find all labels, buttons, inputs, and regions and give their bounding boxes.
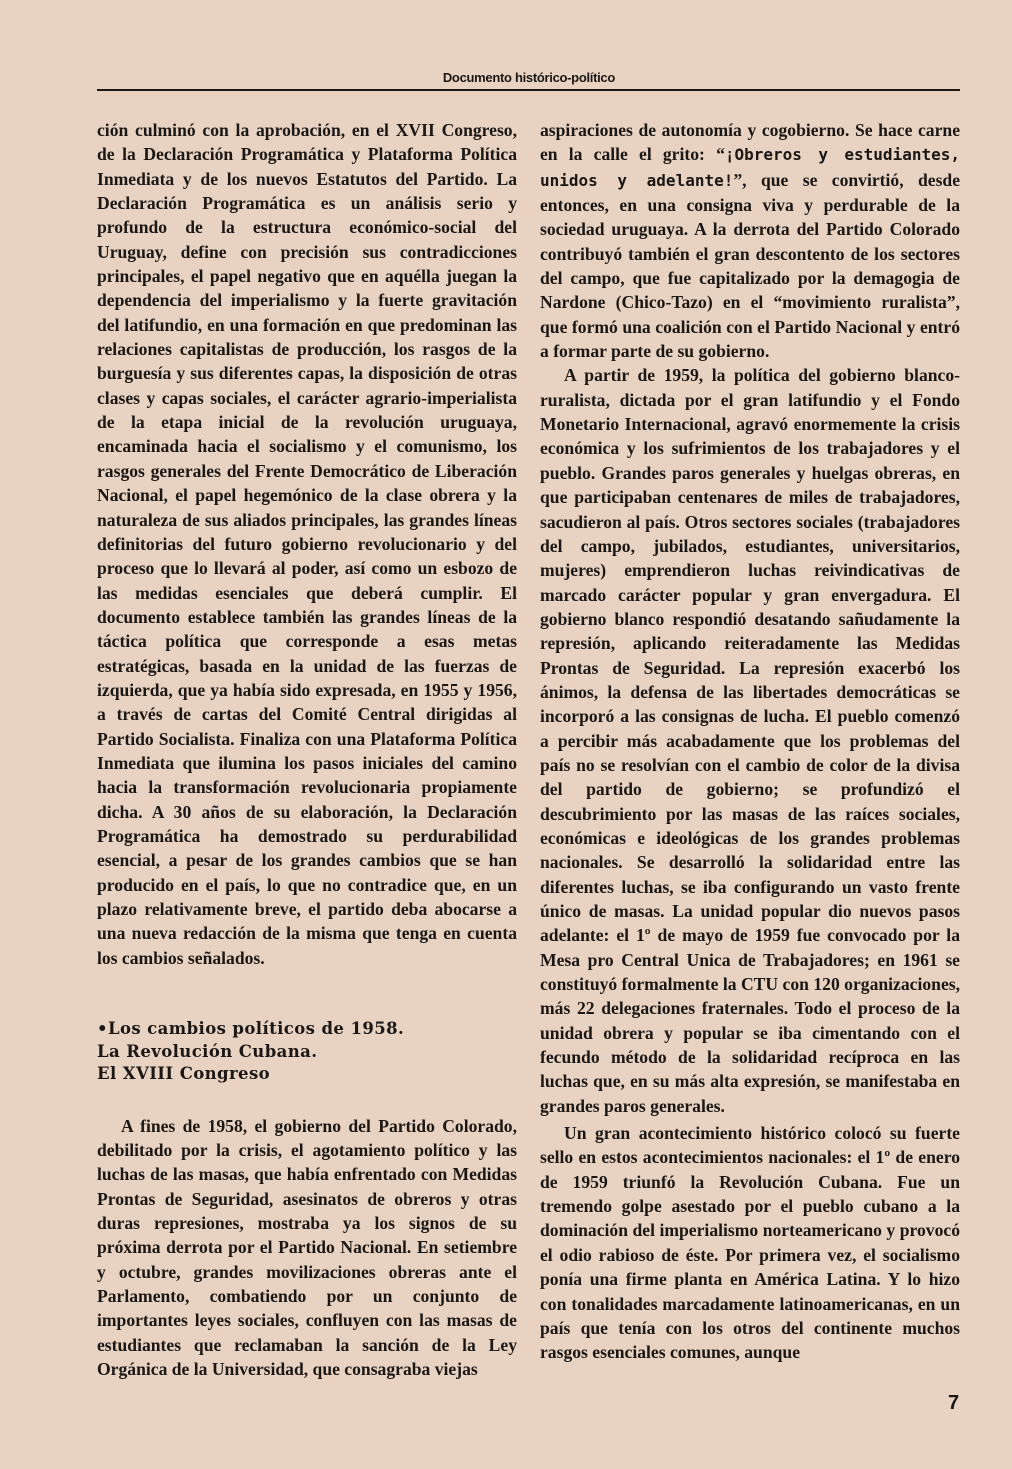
running-header — [97, 70, 960, 92]
left-paragraph-2: A fines de 1958, el gobierno del Partido Colorado, debilitado por la crisis, el agotamiento político y las luchas de las masas, que había enfrentado con Medidas Prontas de Seguridad, asesinatos de obreros y otras duras represiones, mostraba ya los signos de su próxima derrota por el Partido Nacional. En setiembre y octubre, grandes movilizaciones obreras ante el Parlamento, combatiendo por un conjunto de importantes leyes sociales, confluyen con las masas de estudiantes que reclamaban la sanción de la Ley Orgánica de la Universidad, que consagraba viejas — [97, 1115, 517, 1379]
header-title: Documento histórico-político — [442, 70, 615, 85]
right-paragraph-1-end: ”, que se convirtió, desde entonces, en una consigna viva y perdurable de la sociedad uruguaya. A la derrota del Partido Colorado contribuyó también el gran descontento de los sectores del campo, que fue capitalizado por la demagogia de Nardone (Chico-Tazo) en el “movimiento ruralista”, que formó una coalición con el Partido Nacional y entró a formar parte de su gobierno. — [540, 169, 961, 362]
right-paragraph-1-start: aspiraciones de autonomía y cogobierno. Se hace carne en la calle el grito: “ — [540, 120, 960, 165]
section-heading-line-1: •Los cambios políticos de 1958. — [97, 1019, 405, 1039]
header-rule — [97, 89, 960, 91]
right-column — [540, 118, 960, 1365]
section-heading-line-2: La Revolución Cubana. — [97, 1041, 318, 1061]
right-paragraph-2: A partir de 1959, la política del gobierno blanco-ruralista, dictada por el gran latifundio y el Fondo Monetario Internacional, agravó enormemente la crisis económica y los sufrimientos de los trabajadores y el pueblo. Grandes paros generales y huelgas obreras, en que participaban centenares de miles de trabajadores, sacudieron al país. Otros sectores sociales (trabajadores del campo, jubilados, estudiantes, universitarios, mujeres) emprendieron luchas reivindicativas de marcado carácter popular y gran envergadura. El gobierno blanco respondió desatando sañudamente la represión, aplicando reiteradamente las Medidas Prontas de Seguridad. La represión exacerbó los ánimos, la defensa de las libertades democráticas se incorporó a las consignas de lucha. El pueblo comenzó a percibir más acabadamente que los problemas del país no se resolvían con el cambio de color de la divisa del partido de gobierno; se profundizó el descubrimiento por las masas de las raíces sociales, económicas e ideológicas de los grandes problemas nacionales. Se desarrolló la solidaridad entre las diferentes luchas, se iba configurando un vasto frente único de masas. La unidad popular dio nuevos pasos adelante: el 1º de mayo de 1959 fue convocado por la Mesa pro Central Unica de Trabajadores; en 1961 se constituyó formalmente la CTU con 120 organizaciones, más 22 delegaciones fraternales. Todo el proceso de la unidad obrera y popular se iba cimentando con el fecundo método de la solidaridad recíproca en las luchas que, en su más alta expresión, se manifestaba en grandes paros generales. — [540, 365, 960, 1116]
slogan: ¡Obreros y estudiantes, unidos y adelante! — [540, 145, 960, 190]
page-number: 7 — [948, 1392, 960, 1414]
right-paragraph-1 — [540, 118, 960, 363]
left-paragraph-1: ción culminó con la aprobación, en el XVII Congreso, de la Declaración Programática y Plataforma Política Inmediata y de los nuevos Estatutos del Partido. La Declaración Programática es un análisis serio y profundo de la estructura económico-social del Uruguay, define con precisión sus contradicciones principales, el papel negativo que en aquélla juegan la dependencia del imperialismo y la fuerte gravitación del latifundio, en una formación en que predominan las relaciones capitalistas de producción, los rasgos de la burguesía y sus diferentes capas, la disposición de otras clases y capas sociales, el carácter agrario-imperialista de la etapa inicial de la revolución uruguaya, encaminada hacia el socialismo y el comunismo, los rasgos generales del Frente Democrático de Liberación Nacional, el papel hegemónico de la clase obrera y la naturaleza de sus aliados principales, las grandes líneas definitorias del futuro gobierno revolucionario y del proceso que lo llevará al poder, así como un esbozo de las medidas esenciales que deberá cumplir. El documento establece también las grandes líneas de la táctica política que corresponde a esas metas estratégicas, basada en la unidad de las fuerzas de izquierda, que ya había sido expresada, en 1955 y 1956, a través de cartas del Comité Central dirigidas al Partido Socialista. Finaliza con una Plataforma Política Inmediata que ilumina los pasos iniciales del camino hacia la transformación revolucionaria propiamente dicha. A 30 años de su elaboración, la Declaración Programática ha demostrado su perdurabilidad esencial, a pesar de los grandes cambios que se han producido en el país, lo que no contradice que, en un plazo relativamente breve, el partido deba abocarse a una nueva redacción de la misma que tenga en cuenta los cambios señalados. — [97, 120, 517, 968]
right-paragraph-3: Un gran acontecimiento histórico colocó su fuerte sello en estos acontecimientos nacionales: el 1º de enero de 1959 triunfó la Revolución Cubana. Fue un tremendo golpe asestado por el pueblo cubano a la dominación del imperialismo norteamericano y provocó el odio rabioso de éste. Por primera vez, el socialismo ponía una firme planta en América Latina. Y lo hizo con tonalidades marcadamente latinoamericanas, en un país que tenía con los otros del continente muchos rasgos esenciales comunes, aunque — [540, 1123, 960, 1363]
section-heading-line-3: El XVIII Congreso — [97, 1064, 271, 1084]
left-column — [97, 118, 517, 1381]
